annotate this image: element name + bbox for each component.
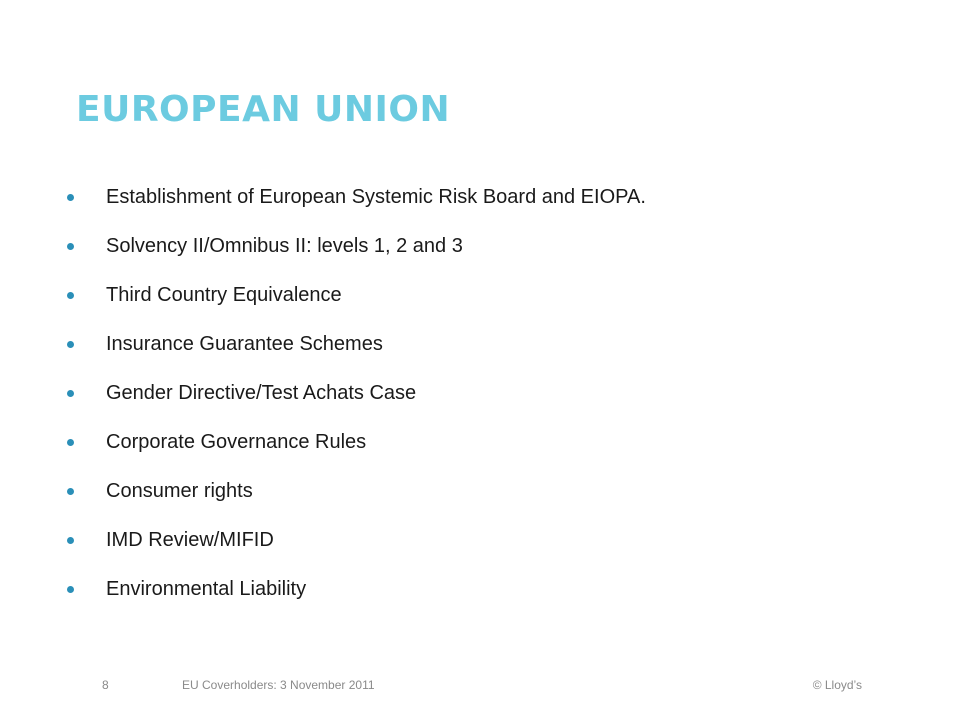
slide-title: EUROPEAN UNION: [76, 89, 451, 130]
bullet-text: Environmental Liability: [106, 578, 307, 600]
bullet-item: [62, 418, 646, 467]
bullet-text: Third Country Equivalence: [106, 284, 342, 306]
footer-copyright: © Lloyd’s: [812, 678, 862, 692]
bullet-item: [62, 222, 646, 271]
bullet-text: Gender Directive/Test Achats Case: [106, 382, 417, 404]
bullet-dot-icon: [67, 292, 74, 299]
bullet-item: [62, 369, 646, 418]
bullet-item: [62, 565, 646, 614]
bullet-text: Solvency II/Omnibus II: levels 1, 2 and 3: [106, 235, 463, 257]
bullet-text: Insurance Guarantee Schemes: [106, 333, 383, 355]
bullet-dot-icon: [67, 390, 74, 397]
bullet-item: [62, 320, 646, 369]
bullet-dot-icon: [67, 586, 74, 593]
bullet-item: [62, 271, 646, 320]
footer-event-label: EU Coverholders: 3 November 2011: [182, 678, 375, 692]
bullet-text: Establishment of European Systemic Risk Board and EIOPA.: [106, 186, 646, 208]
bullet-item: [62, 467, 646, 516]
bullet-item: [62, 516, 646, 565]
bullet-text: Corporate Governance Rules: [106, 431, 367, 453]
bullet-dot-icon: [67, 194, 74, 201]
bullet-text: IMD Review/MIFID: [106, 529, 274, 551]
bullet-dot-icon: [67, 341, 74, 348]
footer-page-number: 8: [102, 678, 109, 692]
bullet-text: Consumer rights: [106, 480, 253, 502]
bullet-list: [62, 173, 646, 614]
bullet-dot-icon: [67, 439, 74, 446]
bullet-dot-icon: [67, 537, 74, 544]
bullet-dot-icon: [67, 243, 74, 250]
bullet-item: [62, 173, 646, 222]
bullet-dot-icon: [67, 488, 74, 495]
